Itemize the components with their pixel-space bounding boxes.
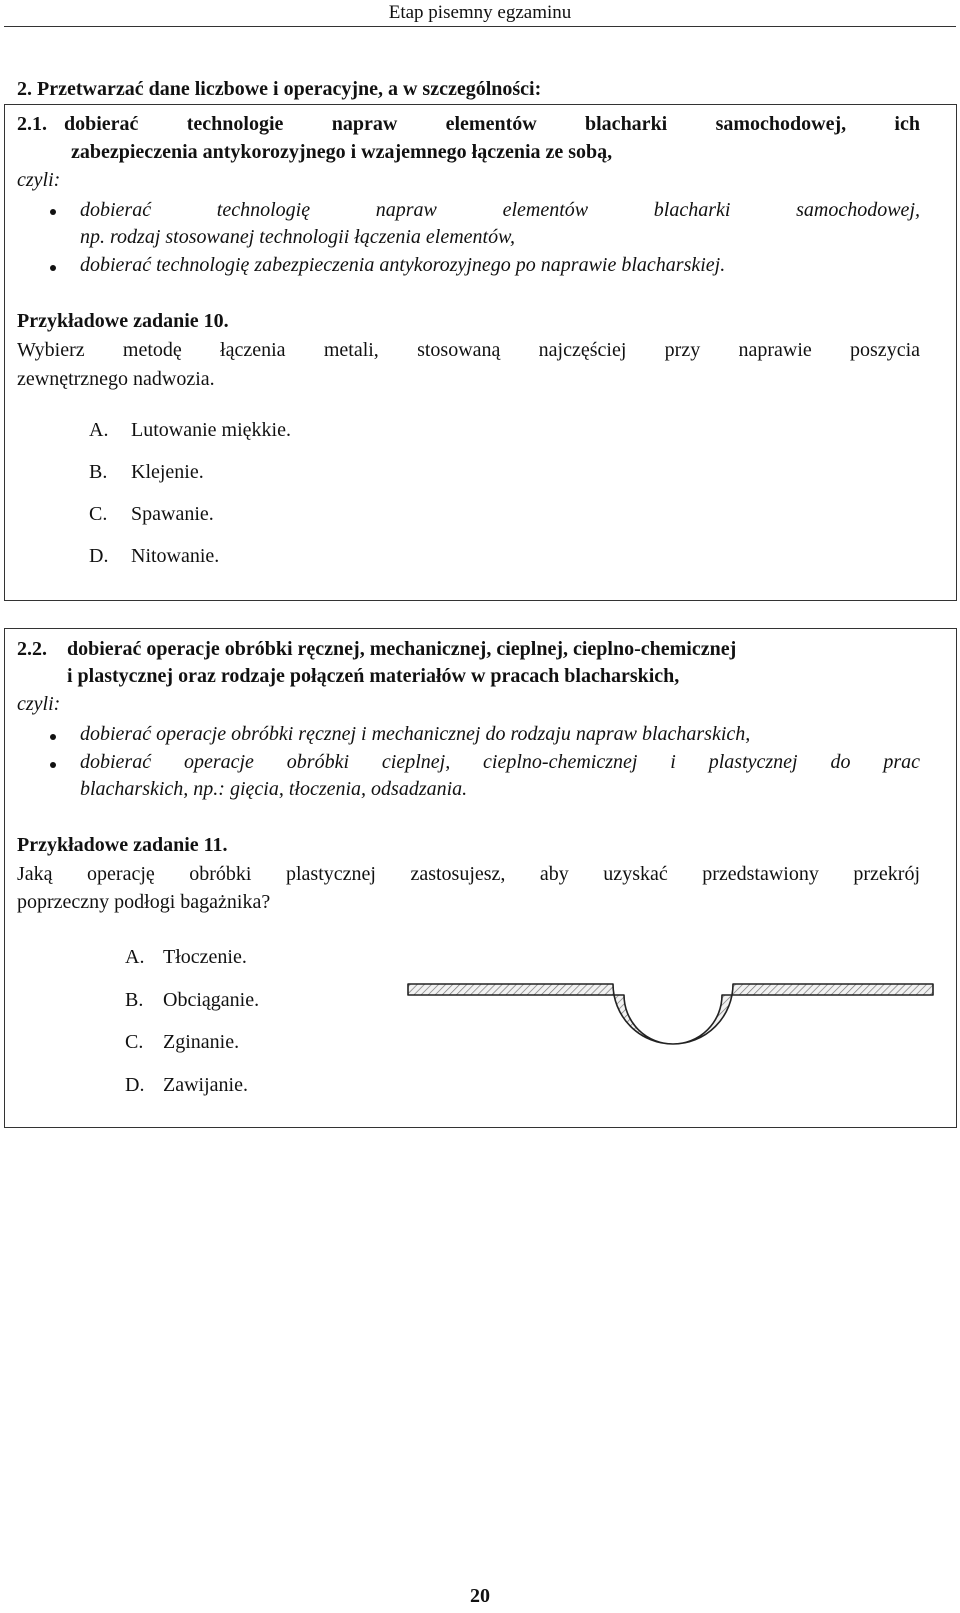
- bullet-icon: [50, 734, 56, 740]
- task-10-option-text: Lutowanie miękkie.: [131, 419, 291, 441]
- block1-heading-line1: dobierać technologie napraw elementów blacharki samochodowej, ich: [64, 113, 920, 135]
- task-10-option-text: Klejenie.: [131, 461, 204, 483]
- page-header: Etap pisemny egzaminu: [388, 2, 572, 23]
- task-10-option-text: Spawanie.: [131, 503, 214, 525]
- task-11-option-letter: C.: [125, 1031, 144, 1053]
- bullet-icon: [50, 265, 56, 271]
- task-11-question-line1: Jaką operację obróbki plastycznej zastosujesz, aby uzyskać przedstawiony przekrój: [17, 863, 920, 885]
- section-title: 2. Przetwarzać dane liczbowe i operacyjne, a w szczególności:: [17, 78, 542, 100]
- task-11-option-letter: A.: [125, 946, 145, 968]
- block2-heading-line2: i plastycznej oraz rodzaje połączeń materiałów w pracach blacharskich,: [67, 665, 680, 687]
- task-10-option-letter: B.: [89, 461, 108, 483]
- bullet-icon: [50, 209, 56, 215]
- block1-bullet2-line1: dobierać technologię zabezpieczenia antykorozyjnego po naprawie blacharskiej.: [80, 254, 726, 276]
- block2-czyli: czyli:: [17, 693, 61, 715]
- task-10-option-letter: C.: [89, 503, 108, 525]
- block2-bullet1-line1: dobierać operacje obróbki ręcznej i mechanicznej do rodzaju napraw blacharskich,: [80, 723, 751, 745]
- task-10-question-line1: Wybierz metodę łączenia metali, stosowaną najczęściej przy naprawie poszycia: [17, 339, 920, 361]
- task-10-option-text: Nitowanie.: [131, 545, 220, 567]
- task-11-option-text: Zawijanie.: [163, 1074, 248, 1096]
- task-10-question-line2: zewnętrznego nadwozia.: [17, 368, 215, 390]
- task-11-title: Przykładowe zadanie 11.: [17, 834, 228, 856]
- task-11-option-text: Zginanie.: [163, 1031, 240, 1053]
- task-10-option-letter: D.: [89, 545, 109, 567]
- block2-bullet2-line1: dobierać operacje obróbki cieplnej, cieplno-chemicznej i plastycznej do prac: [80, 751, 920, 773]
- block1-czyli: czyli:: [17, 169, 61, 191]
- task-10-option-letter: A.: [89, 419, 109, 441]
- task-11-option-text: Obciąganie.: [163, 989, 260, 1011]
- task-11-question-line2: poprzeczny podłogi bagażnika?: [17, 891, 271, 913]
- block2-bullet2-line2: blacharskich, np.: gięcia, tłoczenia, odsadzania.: [80, 778, 468, 800]
- task-11-option-text: Tłoczenie.: [163, 946, 247, 968]
- bullet-icon: [50, 762, 56, 768]
- task-10-title: Przykładowe zadanie 10.: [17, 310, 229, 332]
- page-number: 20: [470, 1585, 490, 1607]
- header-rule: [4, 26, 956, 27]
- task-11-option-letter: D.: [125, 1074, 145, 1096]
- block2-number: 2.2.: [17, 638, 47, 660]
- task-11-option-letter: B.: [125, 989, 144, 1011]
- block2-heading-line1: dobierać operacje obróbki ręcznej, mechanicznej, cieplnej, cieplno-chemicznej: [67, 638, 737, 660]
- trunk-floor-cross-section-figure: [400, 980, 940, 1090]
- block1-heading-line2: zabezpieczenia antykorozyjnego i wzajemnego łączenia ze sobą,: [71, 141, 613, 163]
- block1-number: 2.1.: [17, 113, 47, 135]
- block1-bullet1-line1: dobierać technologię napraw elementów blacharki samochodowej,: [80, 199, 920, 221]
- block1-bullet1-line2: np. rodzaj stosowanej technologii łączenia elementów,: [80, 226, 515, 248]
